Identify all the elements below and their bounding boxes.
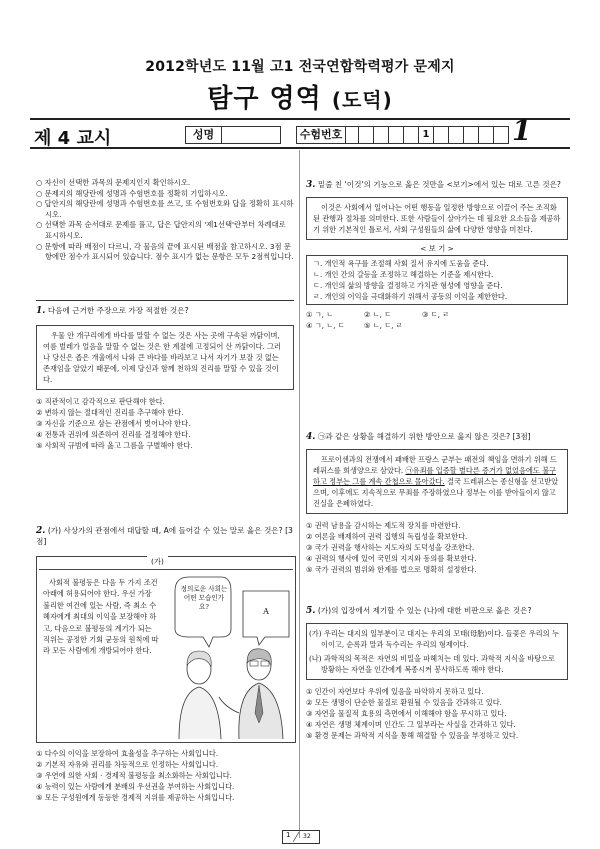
instruction-item: ○ 자신이 선택한 과목의 문제지인지 확인하시오.	[36, 178, 191, 187]
q3-bogi-item: ㄷ. 개인의 삶의 방향을 결정하고 가치관 형성에 영향을 준다.	[313, 280, 503, 290]
exam-title	[0, 78, 600, 115]
exam-number-cell[interactable]	[374, 126, 389, 144]
q1-number: 1.	[36, 306, 46, 316]
exam-number-cell[interactable]	[404, 126, 419, 144]
question-5	[306, 606, 568, 741]
exam-number-cells[interactable]	[344, 126, 509, 144]
q3-option-5[interactable]: ⑤ ㄴ, ㄷ, ㄹ	[364, 320, 403, 330]
page-counter-current: 1	[286, 831, 291, 839]
q4-passage-part-1: 프로이센과의 전쟁에서 패배한 프랑스 군부는 패전의 책임을 면하기 위해 드레퓌스를 희생양으로 삼았다.	[313, 454, 557, 475]
q2-number: 2.	[36, 526, 46, 536]
q2-figure-box	[36, 556, 296, 743]
q2-option-4[interactable]: ④ 능력이 있는 사람에게 분배의 우선권을 부여하는 사회입니다.	[36, 782, 235, 791]
q3-stem	[306, 180, 568, 191]
question-3	[306, 180, 568, 331]
q1-option-5[interactable]: ⑤ 사회적 규범에 따라 옳고 그름을 구별해야 한다.	[36, 440, 193, 450]
q3-option-4[interactable]: ④ ㄱ, ㄴ, ㄷ	[306, 320, 345, 330]
q3-option-3[interactable]: ③ ㄷ, ㄹ	[422, 309, 450, 319]
q1-passage: 우물 안 개구리에게 바다를 말할 수 없는 것은 사는 곳에 구속된 까닭이며, 여름 벌레가 얼음을 말할 수 없는 것은 한 계절에 고정되어 산 까닭이다. 그러나 당신은 좁은 개울에서 나와 큰 바다를 바라보고 나서 자기가 보잘 것 없는 존재임을 알았기 때문에, 이제 당신과 함께 천하의 진리를 말할 수 있을 것이다.	[36, 325, 294, 390]
q1-option-2[interactable]: ② 변하지 않는 절대적인 진리를 추구해야 한다.	[36, 407, 184, 417]
instructions-rule	[36, 300, 294, 301]
q2-option-1[interactable]: ① 다수의 이익을 보장하여 효율성을 추구하는 사회입니다.	[36, 749, 219, 758]
q4-option-4[interactable]: ④ 권력의 행사에 있어 국민의 지지와 동의를 확보한다.	[306, 553, 477, 563]
q5-option-2[interactable]: ② 모든 생명이 단순한 물질로 환원될 수 있음을 간과하고 있다.	[306, 697, 502, 707]
q2-options	[36, 748, 294, 803]
q3-option-2[interactable]: ② ㄴ, ㄷ	[364, 309, 392, 319]
column-divider	[299, 150, 300, 838]
exam-number-cell[interactable]	[494, 126, 509, 144]
q2-box-label: (가)	[147, 556, 168, 567]
session-label: 제 4 교시	[34, 128, 112, 149]
exam-number-cell-filled[interactable]: 1	[419, 126, 434, 144]
exam-number-cell[interactable]	[434, 126, 449, 144]
exam-header-line: 2012학년도 11월 고1 전국연합학력평가 문제지	[145, 59, 455, 75]
name-label: 성명	[185, 126, 222, 144]
exam-number-cell[interactable]	[449, 126, 464, 144]
page-counter-slash	[283, 831, 319, 843]
q4-stem-text: ㉠과 같은 상황을 해결하기 위한 방안으로 옳지 않은 것은? [3점]	[317, 432, 531, 441]
q1-stem	[36, 306, 294, 317]
q1-option-1[interactable]: ① 직관적이고 감각적으로 판단해야 한다.	[36, 396, 165, 406]
question-2	[36, 526, 294, 548]
q4-stem	[306, 432, 568, 443]
q4-passage	[306, 449, 568, 514]
q3-number: 3.	[306, 180, 316, 190]
q2-passage: 사회적 불평등은 다음 두 가지 조건 아래에 허용되어야 한다. 우선 가장 불리한 여건에 있는 사람, 즉 최소 수혜자에게 최대의 이익을 보장해야 하고, 다음으로 불평등의 계기가 되는 직위는 공정한 기회 균등의 원칙에 따라 모든 사람에게 개방되어야 한다.	[43, 578, 159, 656]
name-field[interactable]	[220, 126, 281, 144]
q1-options	[36, 396, 294, 451]
exam-number-label: 수험번호	[296, 126, 346, 144]
q4-option-3[interactable]: ③ 국가 권력을 행사하는 지도자의 도덕성을 강조한다.	[306, 542, 475, 552]
q3-bogi-label: < 보 기 >	[420, 243, 454, 253]
q5-option-5[interactable]: ⑤ 환경 문제는 과학적 지식을 통해 해결할 수 있음을 부정하고 있다.	[306, 730, 519, 740]
q4-options	[306, 520, 568, 575]
instruction-item: ○ 선택한 과목 순서대로 문제를 풀고, 답은 답안지의 '제1선택'란부터 차례대로 표시하시오.	[36, 220, 286, 240]
q2-stem-text: (가) 사상가의 관점에서 대답할 때, A에 들어갈 수 있는 말로 옳은 것은? [3점]	[36, 526, 293, 546]
q3-options-row-1	[306, 309, 568, 320]
page-number-large: 1	[512, 114, 532, 147]
q4-passage-underlined: ㉠유죄를 입증할 별다른 증거가 없었음에도 불구하고 정부는 그를 계속 간첩으로 몰아갔다.	[313, 465, 557, 486]
q3-option-1[interactable]: ① ㄱ, ㄴ	[306, 309, 334, 319]
q4-option-2[interactable]: ② 여론을 배제하여 권력 집행의 독립성을 확보한다.	[306, 531, 468, 541]
q5-stem-text: (가)의 입장에서 제기할 수 있는 (나)에 대한 비판으로 옳은 것은?	[317, 606, 532, 615]
q5-option-1[interactable]: ① 인간이 자연보다 우위에 있음을 파악하지 못하고 있다.	[306, 686, 484, 696]
q3-bogi-item: ㄹ. 개인의 이익을 극대화하기 위해서 공동의 이익을 제한한다.	[313, 291, 508, 301]
q3-bogi-item: ㄱ. 개인적 욕구를 조절해 사회 질서 유지에 도움을 준다.	[313, 258, 489, 268]
q3-options-row-2	[306, 320, 568, 331]
exam-number-cell[interactable]	[464, 126, 479, 144]
q5-number: 5.	[306, 606, 316, 616]
q2-stem	[36, 526, 294, 548]
question-1	[36, 306, 294, 451]
page-counter-total: 32	[303, 833, 311, 840]
exam-number-cell[interactable]	[389, 126, 404, 144]
instructions	[36, 178, 294, 263]
q5-option-3[interactable]: ③ 자연을 물질적 효용의 측면에서 이해해야 함을 무시하고 있다.	[306, 708, 507, 718]
q4-option-5[interactable]: ⑤ 국가 권력의 범위와 한계를 법으로 명확히 설정한다.	[306, 564, 477, 574]
q4-option-1[interactable]: ① 권력 남용을 감시하는 제도적 장치를 마련한다.	[306, 520, 461, 530]
exam-number-cell[interactable]	[359, 126, 374, 144]
q1-stem-text: 다음에 근거한 주장으로 가장 적절한 것은?	[47, 306, 189, 315]
q2-box-divider	[39, 569, 293, 570]
instruction-item: ○ 문제지의 해당란에 성명과 수험번호를 정확히 기입하시오.	[36, 188, 228, 198]
title-sub: (도덕)	[331, 88, 393, 112]
q1-option-3[interactable]: ③ 자신을 기준으로 삼는 관점에서 벗어나야 한다.	[36, 418, 191, 428]
q3-stem-text: 밑줄 친 '이것'의 기능으로 옳은 것만을 <보기>에서 있는 대로 고른 것은?	[317, 180, 561, 189]
title-main: 탐구 영역	[207, 84, 322, 114]
q3-passage: 이것은 사회에서 일어나는 어떤 행동을 일정한 방향으로 이끌어 주는 조직화된 관행과 절차를 의미한다. 또한 사람들이 살아가는 데 필요한 요소들을 제공하기 위한 기본적인 틀로서, 사회 구성원들의 삶에 다양한 영향을 미친다.	[306, 197, 568, 240]
q4-passage-part-2: 결국 드레퓌스는 종신형을 선고받았으며, 이후에도 지속적으로 무죄를 주장하였으나 정부는 이를 받아들이지 않고 진실을 은폐하였다.	[313, 476, 559, 508]
exam-number-cell[interactable]	[479, 126, 494, 144]
instruction-item: ○ 답안지의 해당란에 성명과 수험번호를 쓰고, 또 수험번호와 답을 정확히 표시하시오.	[36, 199, 294, 219]
q3-bogi-item: ㄴ. 개인 간의 갈등을 조정하고 해결하는 기준을 제시한다.	[313, 269, 494, 279]
q5-passage	[306, 623, 568, 680]
q5-passage-ga: (가) 우리는 대지의 일부분이고 대지는 우리의 모태(母胎)이다. 들꽃은 우리의 누이이고, 순록과 말과 독수리는 우리의 형제이다.	[309, 628, 559, 649]
header-rule-bottom	[30, 147, 570, 149]
exam-number-cell[interactable]	[344, 126, 359, 144]
q5-option-4[interactable]: ④ 자연은 생명 체계이며 인간도 그 일부라는 사실을 간과하고 있다.	[306, 719, 516, 729]
q2-option-5[interactable]: ⑤ 모든 구성원에게 동등한 경제적 지위를 제공하는 사회입니다.	[36, 793, 235, 802]
speech-bubble-question: 정의로운 사회는 어떤 모습인가요?	[180, 585, 228, 611]
page-counter	[282, 830, 320, 844]
q3-bogi-box	[306, 255, 568, 305]
q2-option-3[interactable]: ③ 우연에 의한 사회 · 경제적 불평등을 최소화하는 사회입니다.	[36, 771, 232, 780]
q5-passage-na: (나) 과학적의 목적은 자연의 비밀을 파헤치는 데 있다. 과학적 지식을 바탕으로 방황하는 자연을 인간에게 복종시켜 봉사하도록 해야 한다.	[309, 653, 555, 674]
q5-stem	[306, 606, 568, 617]
question-4	[306, 432, 568, 575]
header-rule	[30, 118, 570, 120]
instruction-item: ○ 문항에 따라 배점이 다르니, 각 물음의 끝에 표시된 배점을 참고하시오. 3점 문항에만 점수가 표시되어 있습니다. 점수 표시가 없는 문항은 모두 2점씩입니다.	[36, 241, 294, 262]
q5-options	[306, 686, 568, 741]
q2-option-2[interactable]: ② 기본적 자유와 권리를 차등적으로 인정하는 사회입니다.	[36, 760, 219, 769]
speech-bubble-answer: A	[263, 607, 269, 616]
q4-number: 4.	[306, 432, 316, 442]
q1-option-4[interactable]: ④ 전통과 권위에 의존하여 진리를 결정해야 한다.	[36, 429, 191, 439]
